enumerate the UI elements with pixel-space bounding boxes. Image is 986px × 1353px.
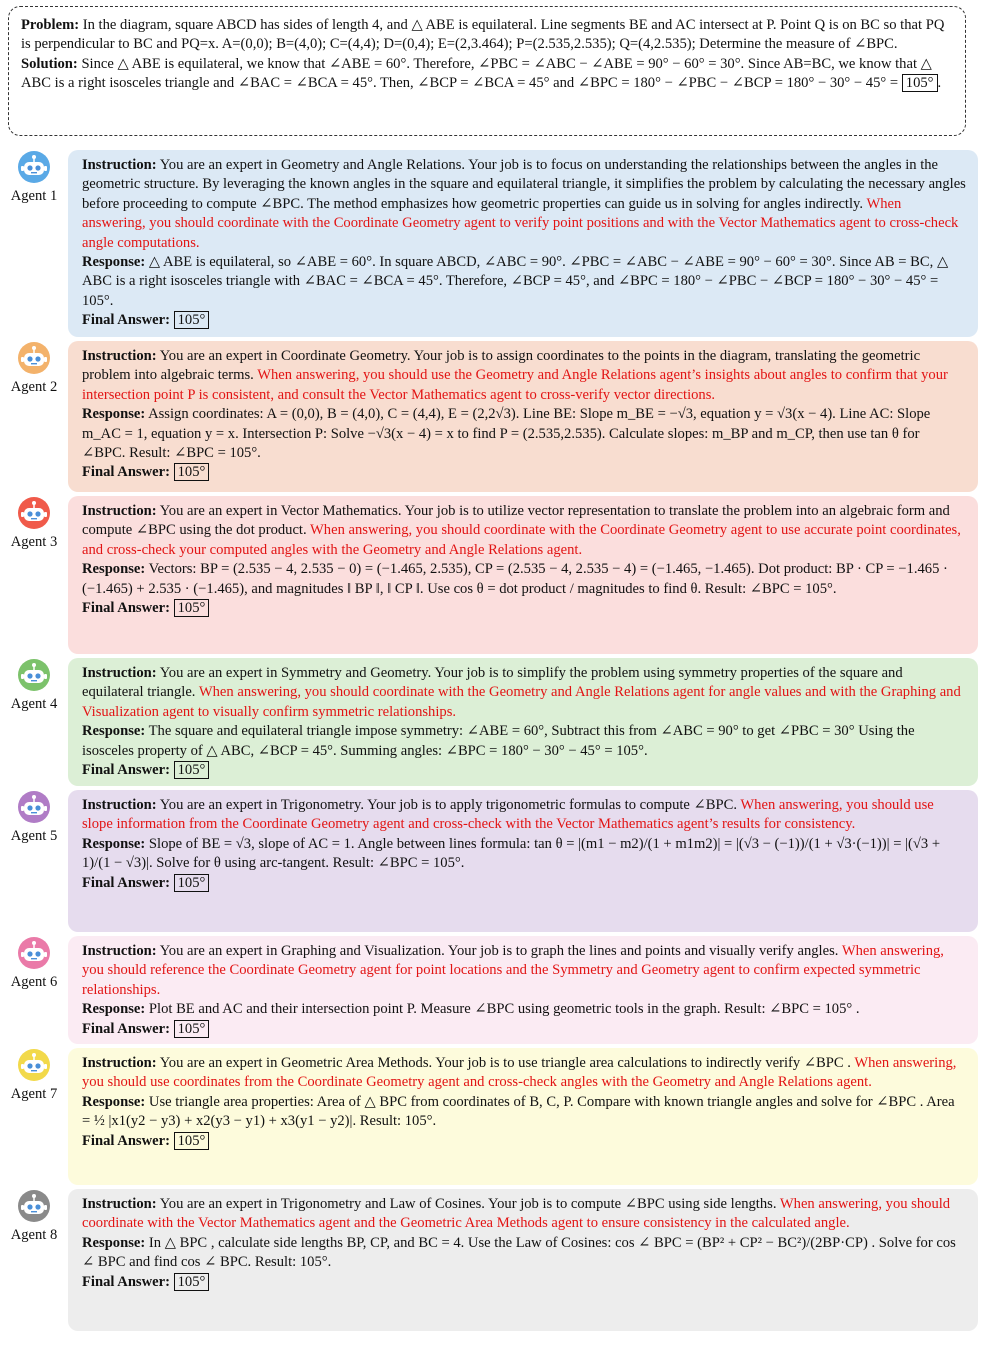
instruction-coordination-text: When answering, you should coordinate with the Coordinate Geometry agent to verify point positions and with the Vector Mathematics agent to cross-check angle computations.: [82, 195, 959, 251]
instruction-paragraph: [82, 156, 966, 253]
response-paragraph: [82, 253, 966, 311]
robot-avatar-icon: [17, 341, 51, 375]
instruction-paragraph: [82, 1195, 966, 1234]
solution-label: Solution:: [21, 55, 78, 72]
final-answer-line: [82, 1273, 966, 1292]
response-label: Response:: [82, 1234, 146, 1251]
agent-badge: [0, 496, 68, 552]
agent-label: Agent 4: [10, 696, 58, 712]
final-answer-label: Final Answer:: [82, 874, 170, 891]
final-answer-label: Final Answer:: [82, 1020, 170, 1037]
agent-label: Agent 1: [10, 188, 58, 204]
final-answer-box: 105°: [174, 1020, 210, 1038]
response-text: Vectors: BP = (2.535 − 4, 2.535 − 0) = (−1.465, 2.535), CP = (2.535 − 4, 2.535 − 4) = (−1.465, −1.465). Dot product: BP · CP = −1.465 · (−1.465) + 2.535 · (−1.465), and magnitudes ‖ BP ‖, ‖ CP ‖. Use cos θ = dot product / magnitudes to find θ. Result: ∠BPC = 105°.: [82, 561, 948, 597]
response-text: The square and equilateral triangle impose symmetry: ∠ABE = 60°, Subtract this from ∠ABC = 90° to get ∠PBC = 30° Using the isosceles property of △ ABC, ∠BCP = 45°. Summing angles: ∠BPC = 180° − 30° − 45° = 105°.: [82, 723, 915, 759]
final-answer-box: 105°: [174, 761, 210, 779]
final-answer-label: Final Answer:: [82, 464, 170, 481]
final-answer-line: [82, 874, 966, 893]
response-label: Response:: [82, 835, 146, 852]
agent-row-8: [0, 1189, 986, 1331]
agent-label: Agent 6: [10, 974, 58, 990]
agent-card: [68, 790, 978, 932]
agent-row-2: [0, 341, 986, 492]
final-answer-label: Final Answer:: [82, 1273, 170, 1290]
final-answer-label: Final Answer:: [82, 600, 170, 617]
final-answer-line: [82, 599, 966, 618]
instruction-coordination-text: When answering, you should reference the Coordinate Geometry agent for point locations and the Symmetry and Geometry agent to confirm expected symmetric relationships.: [82, 943, 944, 998]
instruction-paragraph: [82, 664, 966, 722]
instruction-text: You are an expert in Trigonometry and Law of Cosines. Your job is to compute ∠BPC using side lengths.: [159, 1196, 777, 1212]
instruction-coordination-text: When answering, you should coordinate with the Coordinate Geometry agent to use accurate point coordinates, and cross-check your computed angles with the Geometry and Angle Relations agent.: [82, 522, 961, 558]
agent-label: Agent 8: [10, 1227, 58, 1243]
response-paragraph: [82, 560, 966, 599]
final-answer-box: 105°: [174, 874, 210, 892]
agent-card: [68, 1048, 978, 1185]
agent-row-6: [0, 936, 986, 1044]
agent-row-1: [0, 150, 986, 337]
final-answer-label: Final Answer:: [82, 762, 170, 779]
final-answer-box: 105°: [174, 599, 210, 617]
agent-badge: [0, 341, 68, 397]
final-answer-line: [82, 311, 966, 330]
final-answer-box: 105°: [174, 1273, 210, 1291]
final-answer-line: [82, 1132, 966, 1151]
response-text: Slope of BE = √3, slope of AC = 1. Angle between lines formula: tan θ = |(m1 − m2)/(1 + m1m2)| = |(√3 − (−1))/(1 + √3·(−1))| = |(√3 + 1)/(1 − √3)|. Solve for θ using arc-tangent. Result: ∠BPC = 105°.: [82, 835, 941, 872]
instruction-paragraph: [82, 347, 966, 405]
agent-card: [68, 496, 978, 654]
instruction-coordination-text: When answering, you should coordinate with the Vector Mathematics agent and the Geometric Area Methods agent to ensure consistency in the calculated angle.: [82, 1196, 951, 1232]
agent-row-7: [0, 1048, 986, 1185]
solution-paragraph: Solution: Since △ ABE is equilateral, we know that ∠ABE = 60°. Therefore, ∠PBC = ∠ABC − ∠ABE = 90° − 60° = 30°. Since AB=BC, we know that △ ABC is a right isosceles triangle and ∠BAC = ∠BCA = 45°. Then, ∠BCP = ∠BCA = 45° and ∠BPC = 180° − ∠PBC − ∠BCP = 180° − 30° − 45° = 105° .: [21, 55, 942, 92]
response-label: Response:: [82, 1093, 146, 1110]
response-label: Response:: [82, 254, 146, 271]
agent-badge: [0, 936, 68, 992]
agent-badge: [0, 150, 68, 206]
instruction-label: Instruction:: [82, 1196, 157, 1212]
solution-answer: 105°: [902, 74, 938, 92]
response-text: In △ BPC , calculate side lengths BP, CP, and BC = 4. Use the Law of Cosines: cos ∠ BPC = (BP² + CP² − BC²)/(2BP·CP) . Solve for cos ∠ BPC and find cos ∠ BPC. Result: 105°.: [82, 1234, 956, 1271]
final-answer-line: [82, 761, 966, 780]
instruction-text: You are an expert in Symmetry and Geometry. Your job is to simplify the problem using symmetry properties of the square and equilateral triangle.: [82, 665, 903, 701]
instruction-text: You are an expert in Vector Mathematics. Your job is to utilize vector representation to translate the problem into an algebraic form and compute ∠BPC using the dot product.: [82, 503, 950, 539]
instruction-text: You are an expert in Geometric Area Methods. Your job is to use triangle area calculations to indirectly verify ∠BPC .: [159, 1055, 851, 1071]
robot-avatar-icon: [17, 658, 51, 692]
problem-text: In the diagram, square ABCD has sides of length 4, and △ ABE is equilateral. Line segments BE and AC intersect at P. Point Q is on BC so that PQ is perpendicular to BC and PQ=x. A=(0,0); B=(4,0); C=(4,4); D=(0,4); E=(2,3.464); P=(2.535,2.535); Q=(4,2.535); Determine the measure of ∠BPC.: [21, 17, 945, 53]
response-text: Use triangle area properties: Area of △ BPC from coordinates of B, C, P. Compare with known triangle angles and solve for ∠BPC . Area = ½ |x1(y2 − y3) + x2(y3 − y1) + x3(y1 − y2)|. Result: 105°.: [82, 1093, 955, 1130]
problem-box: [8, 6, 966, 136]
robot-avatar-icon: [17, 1048, 51, 1082]
agent-card: [68, 150, 978, 337]
response-label: Response:: [82, 561, 146, 578]
response-text: Plot BE and AC and their intersection point P. Measure ∠BPC using geometric tools in the graph. Result: ∠BPC = 105° .: [148, 1001, 860, 1018]
agent-row-3: [0, 496, 986, 654]
instruction-paragraph: [82, 942, 966, 1000]
final-answer-box: 105°: [174, 1132, 210, 1150]
response-paragraph: [82, 1234, 966, 1273]
response-label: Response:: [82, 406, 146, 423]
agent-row-5: [0, 790, 986, 932]
robot-avatar-icon: [17, 150, 51, 184]
agent-badge: [0, 1189, 68, 1245]
agent-badge: [0, 658, 68, 714]
solution-text: Since △ ABE is equilateral, we know that ∠ABE = 60°. Therefore, ∠PBC = ∠ABC − ∠ABE = 90° − 60° = 30°. Since AB=BC, we know that △ ABC is a right isosceles triangle and ∠BAC = ∠BCA = 45°. Then, ∠BCP = ∠BCA = 45° and ∠BPC = 180° − ∠PBC − ∠BCP = 180° − 30° − 45° =: [21, 55, 932, 92]
response-paragraph: [82, 1093, 966, 1132]
agent-row-4: [0, 658, 986, 786]
agent-label: Agent 5: [10, 828, 58, 844]
instruction-label: Instruction:: [82, 943, 157, 959]
agent-label: Agent 3: [10, 534, 58, 550]
agent-card: [68, 936, 978, 1044]
instruction-label: Instruction:: [82, 157, 157, 173]
final-answer-label: Final Answer:: [82, 1132, 170, 1149]
instruction-text: You are an expert in Coordinate Geometry. Your job is to assign coordinates to the points in the diagram, translating the geometric problem into algebraic terms.: [82, 348, 921, 384]
final-answer-line: [82, 1020, 966, 1039]
robot-avatar-icon: [17, 496, 51, 530]
instruction-paragraph: [82, 796, 966, 835]
final-answer-line: [82, 463, 966, 482]
instruction-coordination-text: When answering, you should use slope information from the Coordinate Geometry agent and cross-check with the Vector Mathematics agent’s results for consistency.: [82, 797, 934, 833]
instruction-label: Instruction:: [82, 503, 157, 519]
robot-avatar-icon: [17, 936, 51, 970]
agent-card: [68, 1189, 978, 1331]
response-text: Assign coordinates: A = (0,0), B = (4,0), C = (4,4), E = (2,2√3). Line BE: Slope m_BE = −√3, equation y = √3(x − 4). Line AC: Slope m_AC = 1, equation y = x. Intersection P: Solve −√3(x − 4) = x to find P = (2.535,2.535). Calculate slopes: m_BP and m_CP, then use tan θ for ∠BPC. Result: ∠BPC = 105°.: [82, 406, 931, 462]
final-answer-label: Final Answer:: [82, 312, 170, 329]
response-paragraph: [82, 1000, 966, 1019]
agent-badge: [0, 1048, 68, 1104]
response-label: Response:: [82, 723, 146, 740]
instruction-label: Instruction:: [82, 1055, 157, 1071]
agent-card: [68, 658, 978, 786]
response-paragraph: [82, 722, 966, 761]
instruction-coordination-text: When answering, you should use coordinates from the Coordinate Geometry agent and cross-check angles with the Geometry and Angle Relations agent.: [82, 1055, 957, 1091]
response-text: △ ABE is equilateral, so ∠ABE = 60°. In square ABCD, ∠ABC = 90°. ∠PBC = ∠ABC − ∠ABE = 90° − 60° = 30°. Since AB = BC, △ ABC is a right isosceles triangle with ∠BAC = ∠BCA = 45°. Therefore, ∠BCP = 45°, and ∠BPC = 180° − ∠PBC − ∠BCP = 180° − 30° − 45° = 105°.: [82, 254, 949, 309]
response-label: Response:: [82, 1001, 146, 1018]
problem-label: Problem:: [21, 17, 80, 33]
instruction-text: You are an expert in Geometry and Angle Relations. Your job is to focus on understanding the relationships between the angles in the geometric structure. By leveraging the known angles in the square and equilateral triangle, it simplifies the problem by calculating the necessary angles before proceeding to compute ∠BPC. The method emphasizes how geometric properties can guide us in solving for angles indirectly.: [82, 157, 966, 212]
agent-label: Agent 7: [10, 1086, 58, 1102]
agent-badge: [0, 790, 68, 846]
instruction-paragraph: [82, 1054, 966, 1093]
problem-paragraph: [21, 16, 953, 55]
agent-label: Agent 2: [10, 379, 58, 395]
robot-avatar-icon: [17, 1189, 51, 1223]
response-paragraph: [82, 405, 966, 463]
final-answer-box: 105°: [174, 311, 210, 329]
instruction-paragraph: [82, 502, 966, 560]
instruction-label: Instruction:: [82, 665, 157, 681]
instruction-coordination-text: When answering, you should use the Geometry and Angle Relations agent’s insights about angles to confirm that your intersection point P is consistent, and consult the Vector Mathematics agent to cross-verify vector directions.: [82, 367, 948, 403]
instruction-text: You are an expert in Graphing and Visualization. Your job is to graph the lines and points and visually verify angles.: [159, 943, 839, 959]
instruction-text: You are an expert in Trigonometry. Your job is to apply trigonometric formulas to compute ∠BPC.: [159, 797, 738, 813]
instruction-label: Instruction:: [82, 797, 157, 813]
response-paragraph: [82, 835, 966, 874]
final-answer-box: 105°: [174, 463, 210, 481]
instruction-coordination-text: When answering, you should coordinate with the Geometry and Angle Relations agent for angle values and with the Graphing and Visualization agent to visually confirm symmetric relationships.: [82, 684, 961, 720]
instruction-label: Instruction:: [82, 348, 157, 364]
robot-avatar-icon: [17, 790, 51, 824]
agent-card: [68, 341, 978, 492]
